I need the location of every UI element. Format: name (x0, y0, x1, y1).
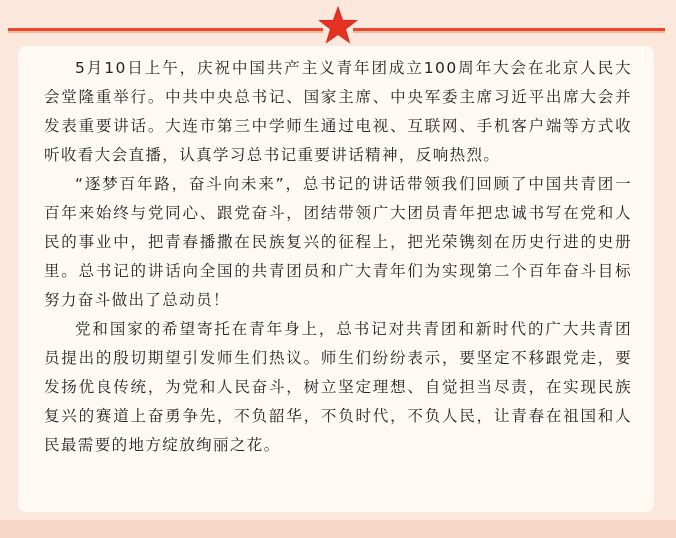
article-paragraph-2: “逐梦百年路，奋斗向未来”，总书记的讲话带领我们回顾了中国共青团一百年来始终与党同心、跟党奋斗，团结带领广大团员青年把忠诚书写在党和人民的事业中，把青春播撒在民族复兴的征程上，把光荣镌刻在历史行进的史册里。总书记的讲话向全国的共青团员和广大青年们为实现第二个百年奋斗目标努力奋斗做出了总动员！ (44, 175, 632, 309)
header-line-right-shadow (353, 31, 665, 33)
bottom-strip (0, 520, 676, 538)
header-line-left-shadow (8, 31, 323, 33)
article-paragraph-1: 5月10日上午，庆祝中国共产主义青年团成立100周年大会在北京人民大会堂隆重举行。中共中央总书记、国家主席、中央军委主席习近平出席大会并发表重要讲话。大连市第三中学师生通过电视、互联网、手机客户端等方式收听收看大会直播，认真学习总书记重要讲话精神，反响热烈。 (44, 59, 632, 164)
article-card (18, 46, 654, 512)
red-star-icon (318, 6, 358, 44)
article-body (44, 54, 632, 460)
article-paragraph-3: 党和国家的希望寄托在青年身上，总书记对共青团和新时代的广大共青团员提出的殷切期望引发师生们热议。师生们纷纷表示，要坚定不移跟党走，要发扬优良传统，为党和人民奋斗，树立坚定理想、自觉担当尽责，在实现民族复兴的赛道上奋勇争先，不负韶华，不负时代，不负人民，让青春在祖国和人民最需要的地方绽放绚丽之花。 (44, 320, 632, 454)
